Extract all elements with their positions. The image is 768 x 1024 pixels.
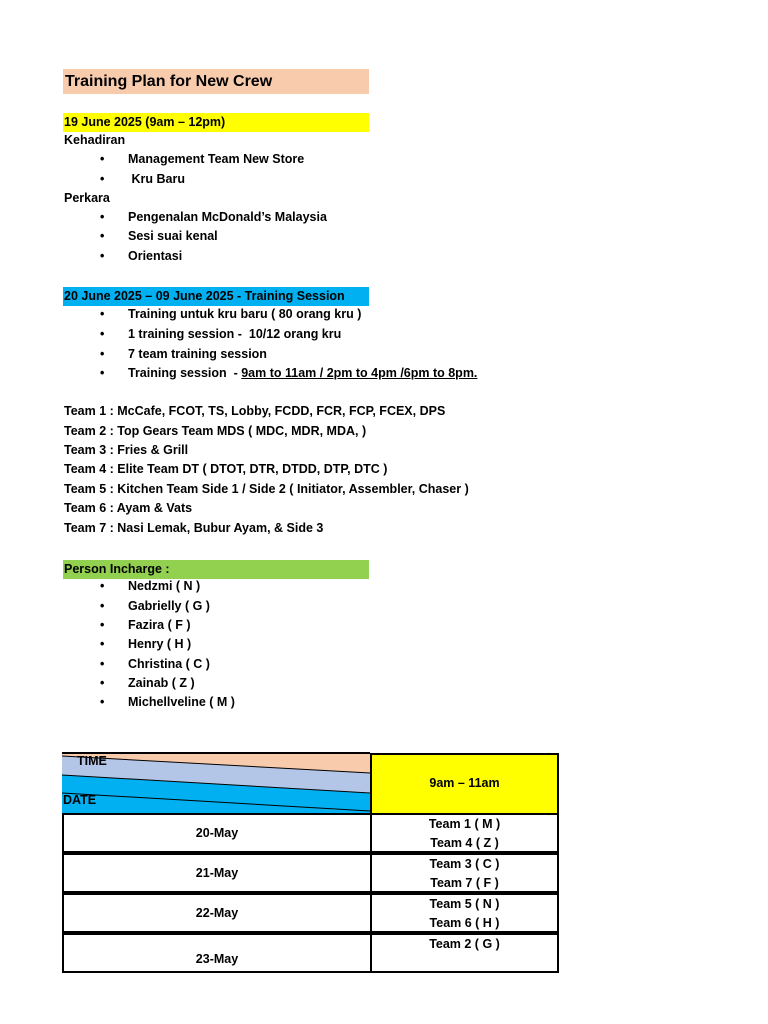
date-cell: 23-May: [62, 933, 370, 973]
session-label: Training session -: [128, 366, 242, 380]
team-line: Team 3 : Fries & Grill: [64, 443, 189, 457]
section1-date-band: 19 June 2025 (9am – 12pm): [63, 113, 369, 132]
team-cell: [370, 893, 559, 933]
team-assignment: Team 1 ( M ): [428, 817, 501, 831]
team-assignment: Team 2 ( G ): [429, 937, 500, 951]
bullet-icon: •: [100, 327, 105, 341]
bullet-icon: •: [100, 695, 105, 709]
schedule-table: [62, 753, 561, 966]
team-line: Team 2 : Top Gears Team MDS ( MDC, MDR, MDA, ): [64, 424, 367, 438]
date-cell: 20-May: [62, 813, 370, 853]
bullet-icon: •: [100, 676, 105, 690]
bullet-icon: •: [100, 229, 105, 243]
topics-label: Perkara: [64, 191, 110, 205]
bullet-icon: •: [100, 307, 105, 321]
team-cell: [370, 853, 559, 893]
bullet-icon: •: [100, 249, 105, 263]
table-row: [62, 853, 561, 893]
time-date-header-cell: [62, 753, 370, 813]
team-line: Team 5 : Kitchen Team Side 1 / Side 2 ( Initiator, Assembler, Chaser ): [64, 482, 469, 496]
bullet-icon: •: [100, 172, 105, 186]
slot-header-cell: 9am – 11am: [370, 753, 559, 813]
time-header-label: TIME: [77, 754, 107, 768]
table-row: [62, 933, 561, 973]
table-row: [62, 813, 561, 853]
team-line: Team 1 : McCafe, FCOT, TS, Lobby, FCDD, FCR, FCP, FCEX, DPS: [64, 404, 446, 418]
bullet-icon: •: [100, 618, 105, 632]
table-row: [62, 893, 561, 933]
team-cell: [370, 813, 559, 853]
bullet-icon: •: [100, 657, 105, 671]
date-cell: 22-May: [62, 893, 370, 933]
team-line: Team 7 : Nasi Lemak, Bubur Ayam, & Side 3: [64, 521, 324, 535]
team-assignment: [372, 954, 557, 973]
bullet-icon: •: [100, 210, 105, 224]
diagonal-header-graphic: [62, 753, 370, 813]
team-assignment: Team 7 ( F ): [430, 876, 499, 890]
team-assignment: Team 3 ( C ): [429, 857, 500, 871]
bullet-icon: •: [100, 152, 105, 166]
team-line: Team 4 : Elite Team DT ( DTOT, DTR, DTDD, DTP, DTC ): [64, 462, 388, 476]
bullet-icon: •: [100, 637, 105, 651]
bullet-icon: •: [100, 599, 105, 613]
page-title: Training Plan for New Crew: [63, 69, 369, 94]
bullet-icon: •: [100, 347, 105, 361]
team-cell: [370, 933, 559, 973]
team-assignment: Team 4 ( Z ): [430, 836, 499, 850]
date-cell: 21-May: [62, 853, 370, 893]
session-times: 9am to 11am / 2pm to 4pm /6pm to 8pm.: [241, 366, 478, 380]
date-header-label: DATE: [63, 793, 97, 807]
section2-date-band: 20 June 2025 – 09 June 2025 - Training Session: [63, 287, 369, 306]
bullet-icon: •: [100, 579, 105, 593]
document-page: Training Plan for New Crew 19 June 2025 (9am – 12pm) Kehadiran • Management Team New Store • Kru Baru Perkara • Pengenalan McDonald’s Malaysia • Sesi suai kenal • Orientasi 20 June 2025 – 09 June 2025 - Training Session • Training untuk kru baru ( 80 orang kru ) • 1 training session - 10/12 orang kru • 7 team training session • Training session - 9am to 11am / 2pm to 4pm /6pm to 8pm. Team 1 : McCafe, FCOT, TS, Lobby, FCDD, FCR, FCP, FCEX, DPS Team 2 : Top Gears Team MDS ( MDC, MDR, MDA, ) Team 3 : Fries & Grill Team 4 : Elite Team DT ( DTOT, DTR, DTDD, DTP, DTC ) Team 5 : Kitchen Team Side 1 / Side 2 ( Initiator, Assembler, Chaser ) Team 6 : Ayam & Vats Team 7 : Nasi Lemak, Bubur Ayam, & Side 3 Person Incharge : • Nedzmi ( N ) • Gabrielly ( G ) • Fazira ( F ) • Henry ( H ) • Christina ( C ) • Zainab ( Z ) • Michellveline ( M ) TIME DATE 9am – 11am 20-May Team 1 ( M ) Team 4 ( Z ) 21-May Team 3 ( C ) Team 7 ( F ) 22-May Team 5 ( N ) Team 6 ( H ) 23-May Team 2 ( G ): [0, 0, 768, 1024]
person-incharge-band: Person Incharge :: [63, 560, 369, 579]
team-assignment: Team 6 ( H ): [429, 916, 500, 930]
attendance-label: Kehadiran: [64, 133, 126, 147]
team-line: Team 6 : Ayam & Vats: [64, 501, 193, 515]
bullet-icon: •: [100, 366, 105, 380]
team-assignment: Team 5 ( N ): [429, 897, 500, 911]
